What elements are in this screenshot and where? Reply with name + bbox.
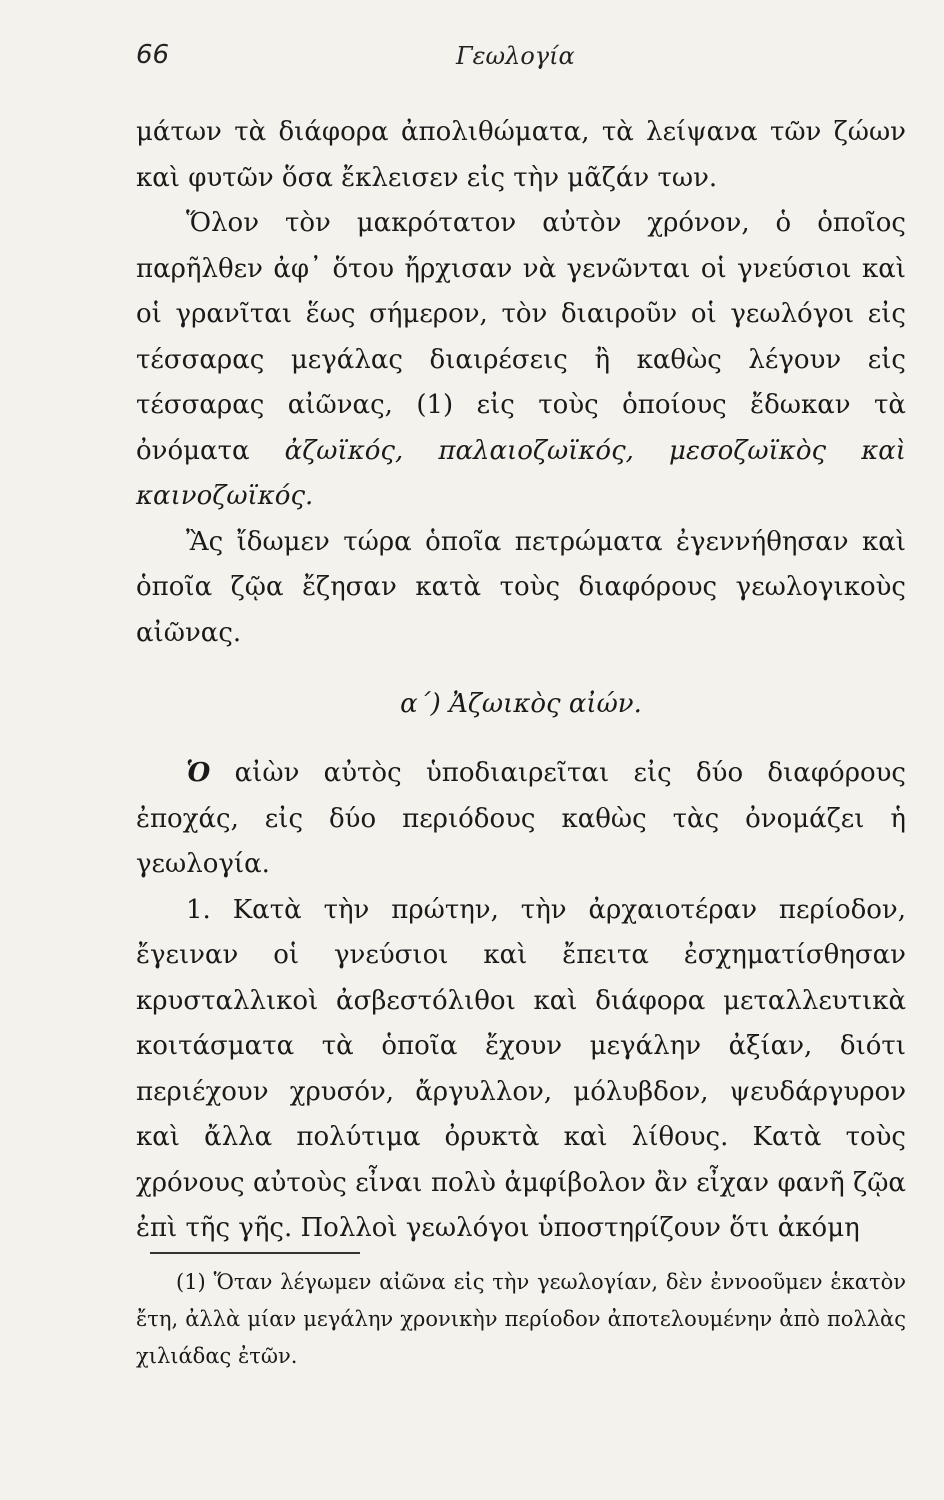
- paragraph-lead: Ὁ: [186, 758, 211, 788]
- section-marker: α΄): [400, 689, 441, 719]
- paragraph-continuation: μάτων τὰ διάφορα ἀπολιθώματα, τὰ λείψανα τῶν ζώων καὶ φυτῶν ὅσα ἔκλεισεν εἰς τὴν μᾶζάν των.: [136, 117, 906, 193]
- paragraph-periods: [136, 751, 906, 888]
- paragraph-periods-text: αἰὼν αὐτὸς ὑποδιαιρεῖται εἰς δύο διαφόρους ἐποχάς, εἰς δύο περιόδους καθὼς τὰς ὀνομάζει ἡ γεωλογία.: [136, 758, 906, 879]
- running-title: Γεωλογία: [456, 42, 575, 70]
- paragraph-ages: [136, 201, 906, 520]
- footnote: (1) Ὅταν λέγωμεν αἰῶνα εἰς τὴν γεωλογίαν, δὲν ἐννοοῦμεν ἑκατὸν ἔτη, ἀλλὰ μίαν μεγάλην χρονικὴν περίοδον ἀποτελουμένην ἀπὸ πολλὰς χιλιάδας ἐτῶν.: [136, 1270, 906, 1368]
- footnote-rule: [150, 1252, 360, 1254]
- age-names: ἀζωϊκός, παλαιοζωϊκός, μεσοζωϊκὸς καὶ καινοζωϊκός.: [136, 435, 906, 511]
- section-title: Ἀζωικὸς αἰών.: [449, 689, 642, 719]
- section-heading: [136, 682, 906, 727]
- paragraph-ages-text: Ὅλον τὸν μακρότατον αὐτὸν χρόνον, ὁ ὁποῖος παρῆλθεν ἀφ᾽ ὅτου ἤρχισαν νὰ γενῶνται οἱ γνεύσιοι καὶ οἱ γρανῖται ἕως σήμερον, τὸν διαιροῦν οἱ γεωλόγοι εἰς τέσσαρας μεγάλας διαιρέσεις ἢ καθὼς λέγουν εἰς τέσσαρας αἰῶνας, (1) εἰς τοὺς ὁποίους ἔδωκαν τὰ ὀνόματα: [136, 208, 906, 466]
- paragraph-intro: Ἂς ἴδωμεν τώρα ὁποῖα πετρώματα ἐγεννήθησαν καὶ ὁποῖα ζῷα ἔζησαν κατὰ τοὺς διαφόρους γεωλογικοὺς αἰῶνας.: [136, 526, 906, 648]
- page-header: [136, 40, 904, 80]
- page-number: 66: [136, 40, 170, 70]
- paragraph-first-period: 1. Κατὰ τὴν πρώτην, τὴν ἀρχαιοτέραν περίοδον, ἔγειναν οἱ γνεύσιοι καὶ ἔπειτα ἐσχηματίσθησαν κρυσταλλικοὶ ἀσβεστόλιθοι καὶ διάφορα μεταλλευτικὰ κοιτάσματα τὰ ὁποῖα ἔχουν μεγάλην ἀξίαν, διότι περιέχουν χρυσόν, ἄργυλλον, μόλυβδον, ψευδάργυρον καὶ ἄλλα πολύτιμα ὀρυκτὰ καὶ λίθους. Κατὰ τοὺς χρόνους αὐτοὺς εἶναι πολὺ ἀμφίβολον ἂν εἶχαν φανῆ ζῷα ἐπὶ τῆς γῆς. Πολλοὶ γεωλόγοι ὑποστηρίζουν ὅτι ἀκόμη: [136, 894, 906, 1243]
- body-text: [136, 110, 906, 1252]
